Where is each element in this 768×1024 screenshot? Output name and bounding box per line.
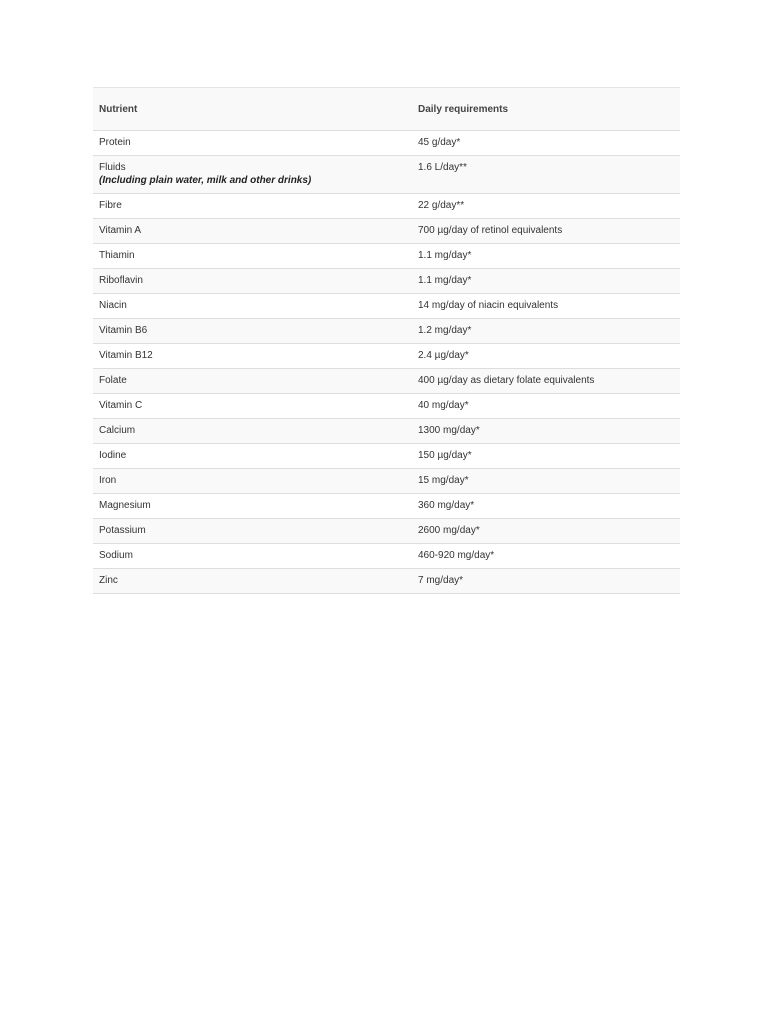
requirement-cell: 2.4 µg/day* [412,344,680,369]
nutrient-cell: Vitamin B6 [93,319,412,344]
table-row [93,319,680,344]
nutrient-cell: Iodine [93,444,412,469]
column-header-nutrient: Nutrient [93,88,412,131]
nutrient-cell: Fibre [93,194,412,219]
requirement-cell: 700 µg/day of retinol equivalents [412,219,680,244]
nutrient-cell: Potassium [93,519,412,544]
requirement-cell: 1.1 mg/day* [412,269,680,294]
nutrient-cell: Magnesium [93,494,412,519]
nutrient-cell: Thiamin [93,244,412,269]
table-row [93,394,680,419]
requirement-cell: 1300 mg/day* [412,419,680,444]
table-row [93,131,680,156]
requirement-cell: 150 µg/day* [412,444,680,469]
requirement-cell: 1.2 mg/day* [412,319,680,344]
table-row [93,494,680,519]
requirement-cell: 400 µg/day as dietary folate equivalents [412,369,680,394]
table-header [93,88,680,131]
nutrient-cell: Niacin [93,294,412,319]
requirement-cell: 40 mg/day* [412,394,680,419]
table-row [93,344,680,369]
nutrient-cell: Calcium [93,419,412,444]
table-row [93,219,680,244]
column-header-daily-requirements: Daily requirements [412,88,680,131]
header-row [93,88,680,131]
nutrient-cell: Vitamin A [93,219,412,244]
nutrient-note: (Including plain water, milk and other drinks) [99,175,312,186]
table-row [93,244,680,269]
nutrient-cell: Iron [93,469,412,494]
nutrient-cell: Folate [93,369,412,394]
table-body [93,131,680,594]
nutrient-cell: Riboflavin [93,269,412,294]
table-row [93,294,680,319]
table-row [93,519,680,544]
requirement-cell: 7 mg/day* [412,569,680,594]
requirement-cell: 1.1 mg/day* [412,244,680,269]
table-row [93,156,680,194]
table-row [93,194,680,219]
nutrient-cell: Protein [93,131,412,156]
requirement-cell: 460-920 mg/day* [412,544,680,569]
requirement-cell: 360 mg/day* [412,494,680,519]
table-row [93,544,680,569]
nutrient-cell: Sodium [93,544,412,569]
nutrient-cell: Vitamin B12 [93,344,412,369]
table-row [93,269,680,294]
requirement-cell: 14 mg/day of niacin equivalents [412,294,680,319]
requirement-cell: 1.6 L/day** [412,156,680,194]
requirement-cell: 45 g/day* [412,131,680,156]
table-row [93,469,680,494]
nutrient-requirements-table [93,87,680,594]
nutrient-label: Fluids [99,162,126,173]
requirement-cell: 22 g/day** [412,194,680,219]
table-row [93,369,680,394]
table-row [93,419,680,444]
nutrient-cell: Zinc [93,569,412,594]
requirement-cell: 2600 mg/day* [412,519,680,544]
table-row [93,569,680,594]
nutrient-cell [93,156,412,194]
nutrient-cell: Vitamin C [93,394,412,419]
requirement-cell: 15 mg/day* [412,469,680,494]
table-row [93,444,680,469]
